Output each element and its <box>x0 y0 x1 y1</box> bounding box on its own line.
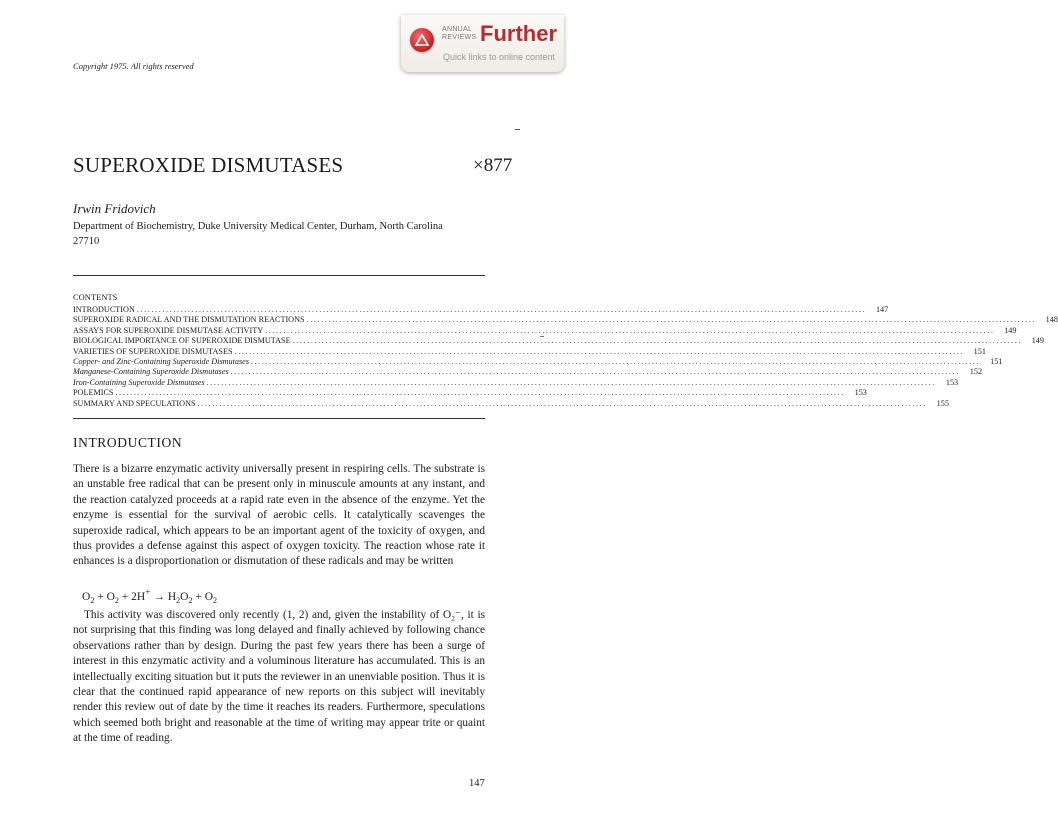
dismutation-equation <box>82 587 217 605</box>
toc-leader-dots: ........................................................................................................................................................................................................ <box>265 325 995 335</box>
badge-annual-line2: REVIEWS <box>442 34 477 41</box>
section-heading: INTRODUCTION <box>73 435 183 450</box>
toc-entry-label: VARIETIES OF SUPEROXIDE DISMUTASES <box>73 346 233 356</box>
toc-entry-label: Copper- and Zinc-Containing Superoxide Dismutases <box>73 356 250 366</box>
toc-entry-page: 153 <box>854 388 867 398</box>
toc-entry-page: 155 <box>936 398 949 408</box>
eq-sub: 2 <box>213 596 218 606</box>
eq-term-o2-b: O <box>106 590 115 603</box>
paragraph-1: There is a bizarre enzymatic activity universally present in respiring cells. The substrate is an unstable free radical that can be present only in minuscule amounts at any instant, and the reaction catalyzed proceeds at a rapid rate even in the absence of the enzyme. Yet the enzyme is essential for the survival of aerobic cells. It catalytically scavenges the superoxide radical, which appears to be an important agent of the toxicity of oxygen, and thus provides a defense against this aspect of oxygen toxicity. The reaction whose rate it enhances is a disproportionation or dismutation of these radicals and may be written <box>73 463 485 568</box>
toc-entry <box>73 346 986 357</box>
author-affiliation: Department of Biochemistry, Duke University Medical Center, Durham, North Carolina 27710 <box>73 221 443 247</box>
toc-entry <box>73 388 867 398</box>
badge-further-label[interactable]: Further <box>480 21 557 46</box>
toc-entry-label: POLEMICS <box>73 388 114 398</box>
toc-entry-label: SUMMARY AND SPECULATIONS <box>73 398 196 408</box>
toc-leader-dots: ........................................................................................................................................................................................................ <box>234 346 964 356</box>
toc-entry <box>73 305 889 315</box>
eq-h2o2-o: O <box>180 590 189 603</box>
copyright-notice: Copyright 1975. All rights reserved <box>73 61 194 71</box>
toc-entry <box>73 325 1017 336</box>
toc-leader-dots: ........................................................................................................................................................................................................ <box>206 377 937 387</box>
article-title: SUPEROXIDE DISMUTASES <box>73 153 344 177</box>
eq-sub: 2 <box>188 596 193 606</box>
eq-plus: + <box>94 590 107 603</box>
toc-entry <box>73 398 949 409</box>
table-of-contents <box>73 305 1058 409</box>
toc-leader-dots: ........................................................................................................................................................................................................ <box>197 398 927 408</box>
toc-leader-dots: ........................................................................................................................................................................................................ <box>136 305 867 314</box>
toc-entry <box>73 356 1003 367</box>
toc-leader-dots: ........................................................................................................................................................................................................ <box>115 388 845 398</box>
toc-entry <box>73 336 1044 346</box>
toc-leader-dots: ........................................................................................................................................................................................................ <box>292 336 1022 346</box>
toc-leader-dots: ........................................................................................................................................................................................................ <box>251 356 981 366</box>
eq-sub: 2 <box>114 596 119 606</box>
toc-entry-page: 151 <box>990 356 1003 366</box>
toc-entry-page: 152 <box>969 367 983 377</box>
toc-leader-dots: ........................................................................................................................................................................................................ <box>230 367 961 377</box>
badge-annual-line1: ANNUAL <box>442 26 473 33</box>
paragraph-2: This activity was discovered only recently (1, 2) and, given the instability of O₂⁻, it is not surprising that this finding was long delayed and finally achieved by following chance observations rather than by design. During the past few years there has been a surge of interest in this enzymatic activity and a voluminous literature has accumulated. This is an intellectually exciting situation but it puts the reviewer in an unenviable position. Thus it is clear that the continued rapid appearance of new reports on this subject will inevitably render this review out of date by the time it reaches its readers. Furthermore, speculations which seemed both bright and reasonable at the time of writing may appear trite or quaint at the time of reading. <box>73 609 485 745</box>
toc-entry-label: BIOLOGICAL IMPORTANCE OF SUPEROXIDE DISMUTASE <box>73 336 291 346</box>
toc-entry-page: 149 <box>1031 336 1044 346</box>
toc-entry <box>73 367 983 377</box>
toc-entry-label: Iron-Containing Superoxide Dismutases <box>73 377 205 387</box>
eq-term-o2-a: O <box>82 590 91 603</box>
eq-o2-product: O <box>204 590 214 603</box>
badge-annual-reviews <box>442 26 476 42</box>
eq-plus: + <box>192 590 205 603</box>
scan-mark <box>515 129 520 130</box>
toc-entry-label: ASSAYS FOR SUPEROXIDE DISMUTASE ACTIVITY <box>73 325 264 335</box>
page-number: 147 <box>469 778 485 789</box>
toc-entry-page: 147 <box>875 305 889 314</box>
eq-sub: 2 <box>90 596 95 606</box>
toc-entry-page: 149 <box>1004 325 1017 335</box>
eq-sub: 2 <box>176 596 181 606</box>
eq-h-charge: + <box>145 587 151 598</box>
toc-entry-label: INTRODUCTION <box>73 305 135 314</box>
toc-entry-label: Manganese-Containing Superoxide Dismutases <box>73 367 229 377</box>
toc-leader-dots: ........................................................................................................................................................................................................ <box>306 315 1036 325</box>
divider-rule-bottom <box>73 418 485 419</box>
article-code: ×877 <box>473 155 513 176</box>
toc-entry <box>73 315 1058 325</box>
author-name: Irwin Fridovich <box>73 201 156 216</box>
eq-h2o2-h: H <box>167 590 177 603</box>
eq-plus-2h: + 2H <box>118 590 146 603</box>
toc-entry-page: 151 <box>973 346 986 356</box>
divider-rule-top <box>73 275 485 276</box>
eq-arrow: → <box>150 590 168 603</box>
annual-reviews-logo-icon <box>410 28 434 52</box>
badge-subtitle[interactable]: Quick links to online content <box>443 52 556 62</box>
toc-entry-label: SUPEROXIDE RADICAL AND THE DISMUTATION REACTIONS <box>73 315 305 325</box>
toc-entry-page: 148 <box>1045 315 1058 325</box>
contents-heading: CONTENTS <box>73 292 118 302</box>
toc-entry-page: 153 <box>945 377 959 387</box>
toc-entry <box>73 377 959 388</box>
further-badge[interactable] <box>401 15 564 72</box>
